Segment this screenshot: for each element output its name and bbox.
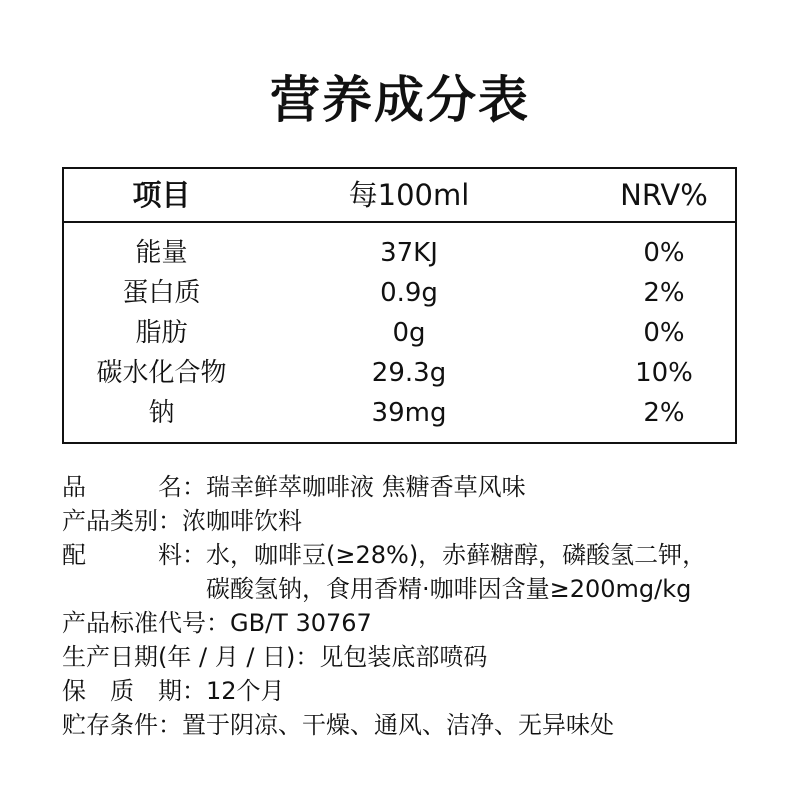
- standard-value: GB/T 30767: [230, 609, 372, 637]
- ingredients-row: [62, 538, 782, 606]
- ingredients-label: 配料: [62, 541, 182, 569]
- shelf-life-label: 保质期: [62, 677, 182, 705]
- product-info: [62, 470, 782, 742]
- shelf-life-value: 12个月: [206, 677, 285, 705]
- shelf-life-colon: ：: [182, 677, 206, 705]
- table-row: [64, 313, 735, 353]
- row-item: 钠: [148, 398, 175, 428]
- page-title: 营养成分表: [270, 71, 530, 129]
- row-per100ml: 39mg: [371, 398, 447, 428]
- storage-row: [62, 708, 782, 742]
- ingredients-line-2: 碳酸氢钠，食用香精·咖啡因含量≥200mg/kg: [206, 575, 692, 603]
- production-date-row: [62, 640, 782, 674]
- nutrition-table: [62, 167, 737, 444]
- header-item: 项目: [132, 178, 191, 212]
- production-date-value: 见包装底部喷码: [319, 643, 488, 671]
- ingredients-line-1: 水，咖啡豆(≥28%)，赤藓糖醇，磷酸氢二钾，: [206, 541, 707, 569]
- row-nrv: 2%: [643, 398, 685, 428]
- table-row: [64, 273, 735, 313]
- standard-row: [62, 606, 782, 640]
- row-per100ml: 0.9g: [380, 278, 438, 308]
- row-nrv: 10%: [635, 358, 693, 388]
- category-row: [62, 504, 782, 538]
- header-per100ml: 每100ml: [348, 178, 470, 212]
- category-value: 浓咖啡饮料: [182, 507, 302, 535]
- production-date-label: 生产日期(年 / 月 / 日)：: [62, 643, 320, 671]
- storage-value: 置于阴凉、干燥、通风、洁净、无异味处: [182, 711, 614, 739]
- row-per100ml: 37KJ: [380, 238, 438, 268]
- shelf-life-row: [62, 674, 782, 708]
- row-nrv: 2%: [643, 278, 685, 308]
- table-body: [64, 233, 735, 433]
- row-item: 脂肪: [135, 318, 188, 348]
- row-item: 蛋白质: [122, 278, 201, 308]
- table-header: [64, 169, 735, 223]
- row-nrv: 0%: [643, 318, 685, 348]
- standard-label: 产品标准代号：: [62, 609, 230, 637]
- row-per100ml: 29.3g: [371, 358, 447, 388]
- product-name-value: 瑞幸鲜萃咖啡液 焦糖香草风味: [206, 473, 526, 501]
- product-name-label: 品名: [62, 473, 182, 501]
- header-nrv: NRV%: [620, 178, 708, 212]
- table-row: [64, 353, 735, 393]
- row-item: 能量: [135, 238, 188, 268]
- category-label: 产品类别：: [62, 507, 182, 535]
- row-per100ml: 0g: [392, 318, 426, 348]
- product-name-row: [62, 470, 782, 504]
- ingredients-colon: ：: [182, 541, 206, 569]
- storage-label: 贮存条件：: [62, 711, 182, 739]
- table-row: [64, 393, 735, 433]
- table-row: [64, 233, 735, 273]
- row-item: 碳水化合物: [96, 358, 227, 388]
- row-nrv: 0%: [643, 238, 685, 268]
- product-name-colon: ：: [182, 473, 206, 501]
